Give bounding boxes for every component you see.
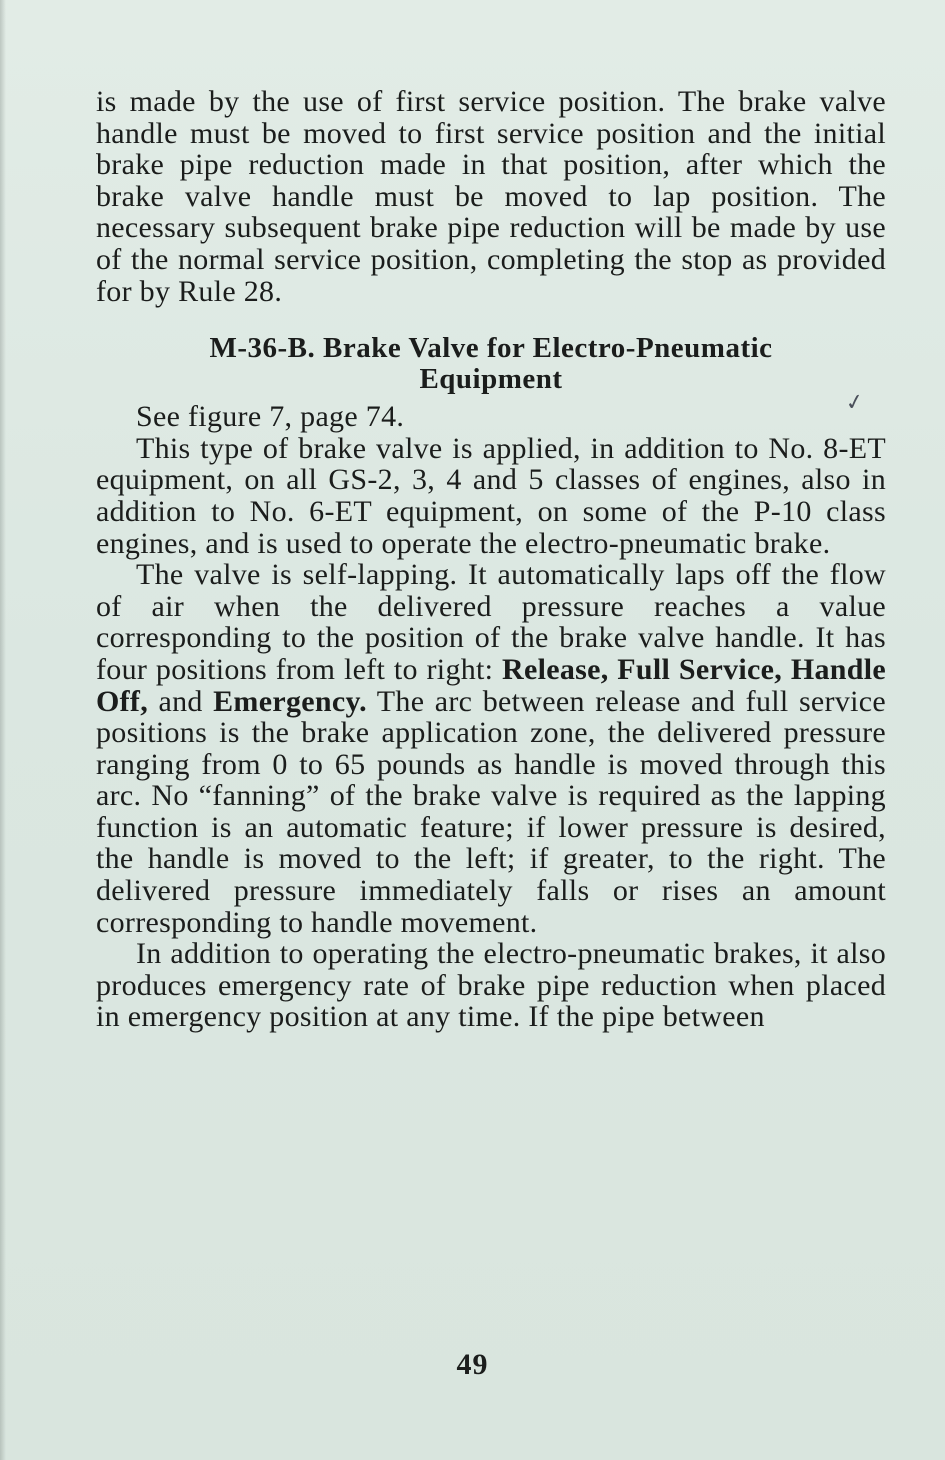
- section-heading-line1: M-36-B. Brake Valve for Electro-Pneumatic: [209, 332, 773, 365]
- intro-paragraph: is made by the use of first service position. The brake valve handle must be moved to first service position and the initial brake pipe reduction made in that position, after which the brake valve handle must be moved to lap position. The necessary subsequent brake pipe reduction will be made by use of the normal service position, completing the stop as provided for by Rule 28.: [96, 85, 886, 308]
- paragraph-application: This type of brake valve is applied, in addition to No. 8-ET equipment, on all GS-2, 3, 4 and 5 classes of engines, also in addition to No. 6-ET equipment, on some of the P-10 class engines, and is used to operate the electro-pneumatic brake.: [96, 431, 886, 560]
- page-edge-shadow: [0, 0, 6, 1460]
- position-handle-off: Handle Off,: [96, 652, 886, 718]
- figure-reference: [96, 389, 886, 434]
- figure-reference-text: See figure 7, page 74.: [136, 400, 405, 434]
- paragraph-self-lapping-start: The valve is self-lapping. It automatically laps off the flow of air when the delivered pressure reaches a value corresponding to the position of the brake valve handle. It has four positions from left to right:: [96, 558, 886, 686]
- paragraph-emergency-rate: In addition to operating the electro-pneumatic brakes, it also produces emergency rate of brake pipe reduction when placed in emergency position at any time. If the pipe between: [96, 937, 886, 1034]
- section-heading: [96, 333, 886, 395]
- body-text: [96, 86, 886, 1033]
- check-mark-icon: ✓: [843, 389, 867, 418]
- section-heading-line2: Equipment: [419, 363, 563, 396]
- and-word: and: [148, 684, 214, 718]
- paragraph-self-lapping: [96, 559, 886, 938]
- position-emergency: Emergency.: [213, 684, 367, 718]
- position-release-full-service: Release, Full Service,: [502, 652, 783, 686]
- paragraph-self-lapping-end: The arc between release and full service positions is the brake application zone, the delivered pressure ranging from 0 to 65 pounds as handle is moved through this arc. No “fanning” of the brake valve is required as the lapping function is an automatic feature; if lower pressure is desired, the handle is moved to the left; if greater, to the right. The delivered pressure immediately falls or rises an amount corresponding to handle movement.: [96, 684, 886, 939]
- page-number: 49: [456, 1348, 489, 1381]
